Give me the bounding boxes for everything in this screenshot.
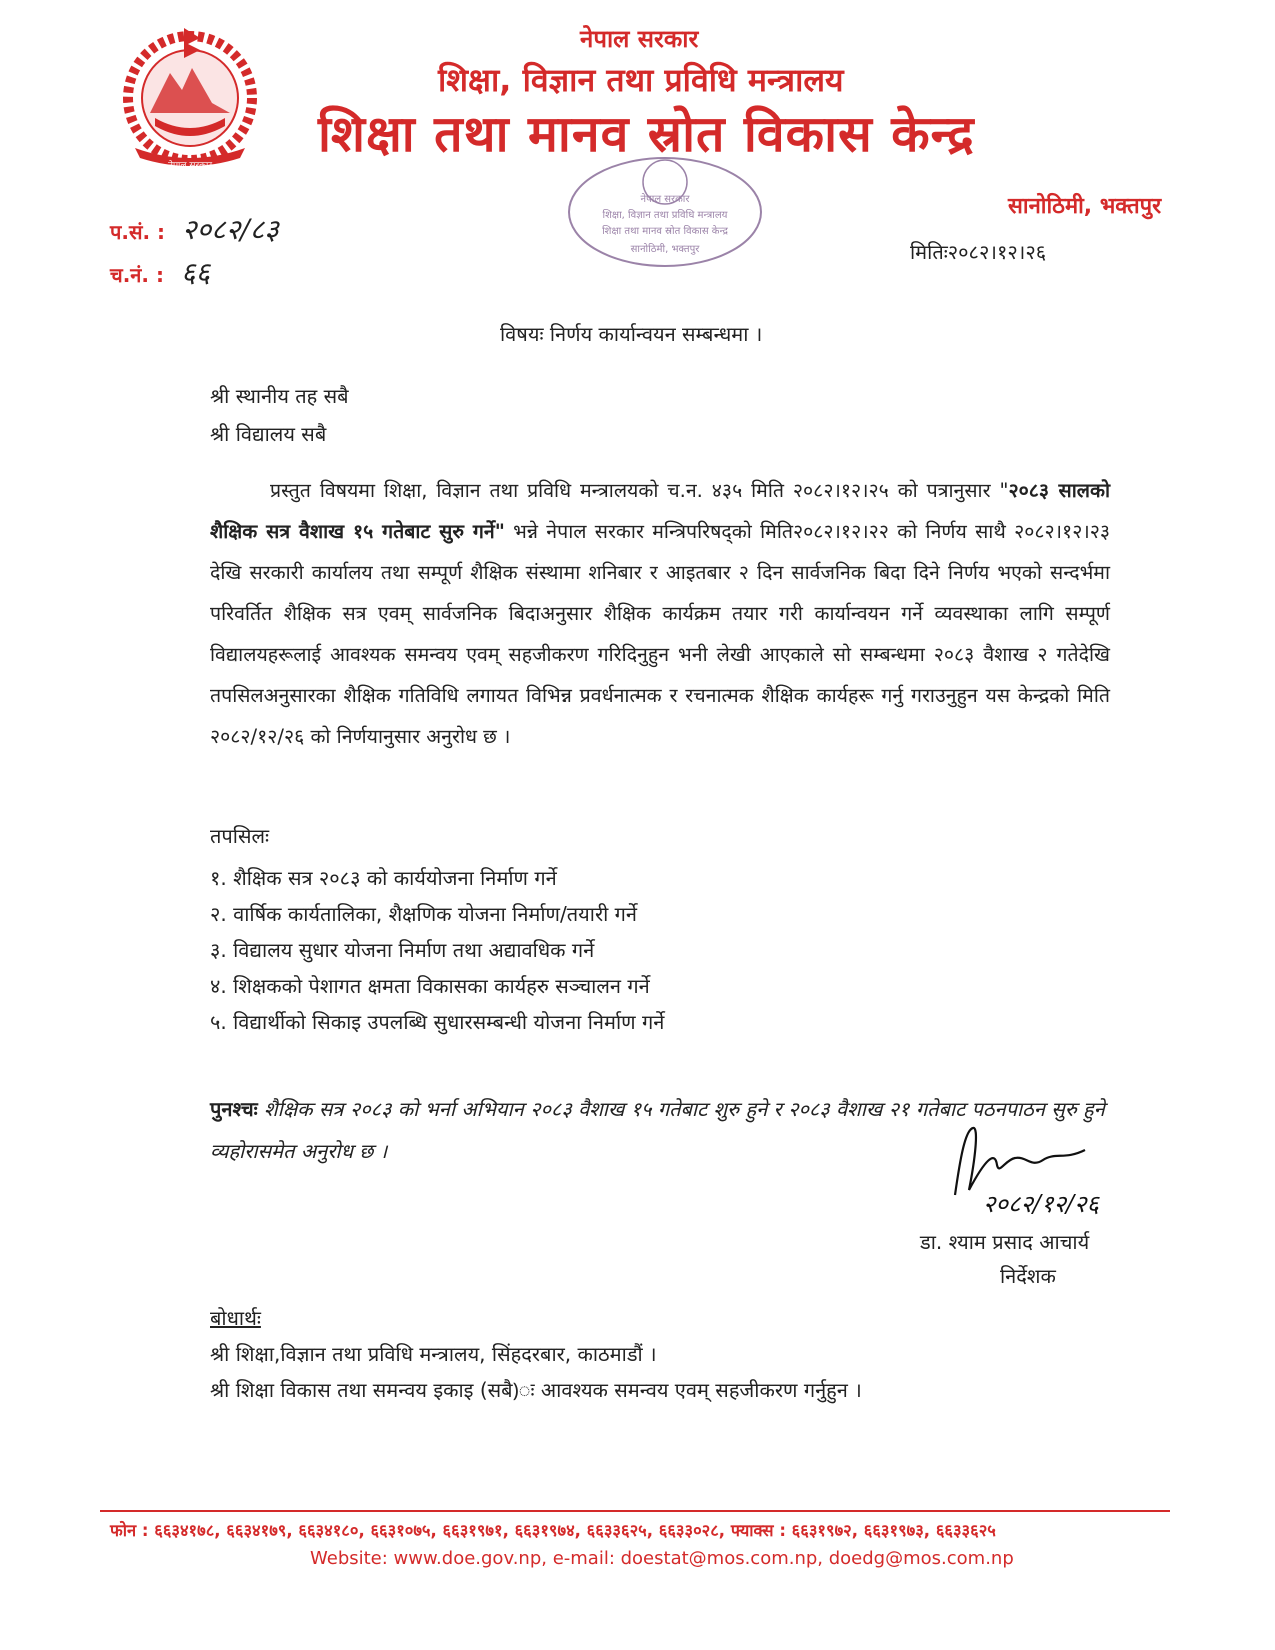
- office-stamp: [565, 152, 765, 272]
- reference-cn: [110, 253, 210, 291]
- stamp-line-2: शिक्षा, विज्ञान तथा प्रविधि मन्त्रालय: [602, 210, 728, 221]
- ps-label: प.सं. :: [110, 220, 166, 244]
- nepal-government-emblem: [100, 18, 280, 176]
- center-title: शिक्षा तथा मानव स्रोत विकास केन्द्र: [318, 105, 975, 163]
- footer-divider: [100, 1510, 1170, 1512]
- cc-title: बोधार्थः: [210, 1306, 261, 1330]
- list-item: १. शैक्षिक सत्र २०८३ को कार्ययोजना निर्माण गर्ने: [210, 866, 557, 890]
- stamp-line-1: नेपाल सरकार: [640, 194, 690, 205]
- handwritten-signature: [935, 1120, 1155, 1220]
- cn-label: च.नं. :: [110, 263, 164, 287]
- emblem-ribbon-text: नेपाल सरकार: [167, 161, 213, 171]
- reference-ps: [110, 210, 279, 248]
- cc-item: श्री शिक्षा,विज्ञान तथा प्रविधि मन्त्रालय, सिंहदरबार, काठमाडौं ।: [210, 1342, 657, 1366]
- cn-value: ६६: [180, 256, 211, 289]
- signer-title: निर्देशक: [1000, 1264, 1056, 1288]
- list-item: २. वार्षिक कार्यतालिका, शैक्षणिक योजना निर्माण/तयारी गर्ने: [210, 902, 638, 926]
- government-title: नेपाल सरकार: [580, 25, 699, 53]
- tapasil-list: [210, 860, 664, 1040]
- subject-line: विषयः निर्णय कार्यान्वयन सम्बन्धमा ।: [500, 322, 763, 346]
- stamp-line-3: शिक्षा तथा मानव स्रोत विकास केन्द्र: [602, 226, 728, 237]
- footer-website: Website: www.doe.gov.np, e-mail: doestat@mos.com.np, doedg@mos.com.np: [310, 1548, 1014, 1569]
- body-text-bold: २०८३ सालको शैक्षिक सत्र वैशाख १५ गतेबाट सुरु गर्ने": [210, 479, 1110, 543]
- postscript-text: शैक्षिक सत्र २०८३ को भर्ना अभियान २०८३ वैशाख १५ गतेबाट शुरु हुने र २०८३ वैशाख २१ गतेबाट पठनपाठन सुरु हुने व्यहोरासमेत अनुरोध छ ।: [210, 1097, 1105, 1163]
- postscript-label: पुनश्चः: [210, 1097, 258, 1121]
- letter-date: मितिः२०८२।१२।२६: [910, 240, 1047, 264]
- body-text-1: प्रस्तुत विषयमा शिक्षा, विज्ञान तथा प्रविधि मन्त्रालयको च.न. ४३५ मिति २०८२।१२।२५ को पत्रानुसार ": [270, 479, 1009, 502]
- body-text-2: भन्ने नेपाल सरकार मन्त्रिपरिषद्को मिति२०८२।१२।२२ को निर्णय साथै २०८२।१२।२३ देखि सरकारी कार्यालय तथा सम्पूर्ण शैक्षिक संस्थामा शनिबार र आइतबार २ दिन सार्वजनिक बिदा दिने निर्णय भएको सन्दर्भमा परिवर्तित शैक्षिक सत्र एवम् सार्वजनिक बिदाअनुसार शैक्षिक कार्यक्रम तयार गरी कार्यान्वयन गर्ने व्यवस्थाका लागि सम्पूर्ण विद्यालयहरूलाई आवश्यक समन्वय एवम् सहजीकरण गरिदिनुहुन भनी लेखी आएकाले सो सम्बन्धमा २०८३ वैशाख २ गतेदेखि तपसिलअनुसारका शैक्षिक गतिविधि लगायत विभिन्न प्रवर्धनात्मक र रचनात्मक शैक्षिक कार्यहरू गर्नु गराउनुहुन यस केन्द्रको मिति २०८२/१२/२६ को निर्णयानुसार अनुरोध छ ।: [210, 520, 1110, 748]
- body-paragraph: [210, 470, 1110, 757]
- list-item: ३. विद्यालय सुधार योजना निर्माण तथा अद्यावधिक गर्ने: [210, 938, 595, 962]
- tapasil-title: तपसिलः: [210, 824, 270, 848]
- addressee-1: श्री स्थानीय तह सबै: [210, 384, 349, 408]
- ministry-title: शिक्षा, विज्ञान तथा प्रविधि मन्त्रालय: [438, 61, 844, 99]
- ps-value: २०८२/८३: [182, 213, 279, 246]
- cc-item: श्री शिक्षा विकास तथा समन्वय इकाइ (सबै)ः आवश्यक समन्वय एवम् सहजीकरण गर्नुहुन ।: [210, 1378, 862, 1402]
- footer-contact: फोन : ६६३४१७८, ६६३४१७९, ६६३४१८०, ६६३१०७५, ६६३१९७१, ६६३१९७४, ६६३३६२५, ६६३३०२८, फ्याक्स : ६६३१९७२, ६६३१९७३, ६६३३६२५: [110, 1521, 996, 1540]
- signer-name: डा. श्याम प्रसाद आचार्य: [920, 1230, 1090, 1254]
- list-item: ५. विद्यार्थीको सिकाइ उपलब्धि सुधारसम्बन्धी योजना निर्माण गर्ने: [210, 1010, 665, 1034]
- stamp-line-4: सानोठिमी, भक्तपुर: [630, 244, 700, 255]
- signature-date: २०८२/१२/२६: [983, 1190, 1100, 1218]
- office-location: सानोठिमी, भक्तपुर: [1008, 194, 1162, 219]
- list-item: ४. शिक्षकको पेशागत क्षमता विकासका कार्यहरु सञ्चालन गर्ने: [210, 974, 650, 998]
- addressee-2: श्री विद्यालय सबै: [210, 422, 327, 446]
